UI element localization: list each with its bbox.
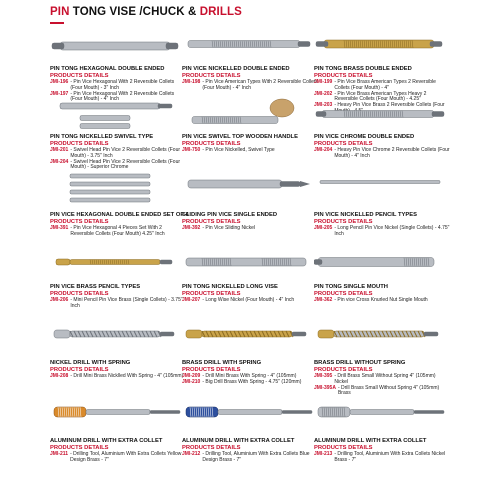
product-code: JMI-198 [182, 79, 201, 85]
product-code: JMI-204 [314, 147, 333, 153]
product-description: - Long Pencil Pin Vice Nickel (Single Collets) - 4.75" Inch [334, 225, 450, 237]
product-entry [50, 80, 186, 92]
products-details-label: PRODUCTS DETAILS [50, 73, 109, 79]
products-details-label: PRODUCTS DETAILS [314, 219, 373, 225]
products-details-label: PRODUCTS DETAILS [182, 141, 241, 147]
product-card [314, 318, 450, 397]
product-code: JMI-203 [314, 102, 333, 109]
product-image [50, 396, 186, 430]
product-description: - Pin Vice Brass American Types 2 Reversible Collets (Four Mouth) - 4" [334, 79, 436, 91]
product-description: - Pin Vice Hexagonal With 2 Reversible Collets (Four Mouth) - 3" Inch [70, 79, 175, 91]
product-title: PIN VICE NICKELLED PENCIL TYPES [314, 212, 417, 218]
product-entry [182, 298, 318, 304]
product-image [314, 396, 450, 430]
product-entry [182, 80, 318, 92]
product-description: - Mini Pencil Pin Vice Brass (Single Collets) - 3.75" Inch [70, 297, 183, 309]
product-title: ALUMINUM DRILL WITH EXTRA COLLET [314, 438, 427, 444]
product-entry [314, 452, 450, 464]
product-photo [50, 30, 186, 66]
product-card [50, 396, 186, 464]
product-title: NICKEL DRILL WITH SPRING [50, 360, 131, 366]
product-description: - Heavy Pin Vice Brass 2 Reversible Collets (Four [334, 102, 445, 109]
product-image [50, 170, 186, 204]
product-description: - Big Drill Brass With Spring - 4.75" (120mm) [202, 378, 302, 385]
product-card [314, 98, 450, 160]
product-image [182, 318, 318, 352]
product-card [314, 396, 450, 464]
product-title: SLIDING PIN VICE SINGLE ENDED [182, 212, 278, 218]
product-card [182, 98, 318, 154]
product-code: JMI-196 [50, 79, 69, 85]
product-card [314, 248, 450, 304]
product-code: JMI-211 [50, 451, 69, 457]
product-description: - Pin Vice American Types With 2 Reversible Collets (Four Mouth) - 4" Inch [202, 79, 318, 91]
product-entry [182, 452, 318, 464]
product-description: - Drill Brass Small Without Spring 4" (105mm) Nickel [334, 373, 436, 385]
product-title: PIN TONG NICKELLED LONG VISE [182, 284, 278, 290]
product-code: JMI-201 [50, 147, 69, 153]
product-description: - Pin Vice Hexagonal With 2 Reversible Collets (Four Mouth) - 4" Inch [70, 90, 175, 103]
product-description: - Pin Vice Nickelled, Swivel Type [202, 147, 275, 153]
product-image [182, 248, 318, 282]
product-title: PIN TONG BRASS DOUBLE ENDED [314, 66, 412, 72]
product-card [182, 30, 318, 92]
product-title: PIN VICE HEXAGONAL DOUBLE ENDED SET OF 4 [50, 212, 189, 218]
products-details-label: PRODUCTS DETAILS [182, 367, 241, 373]
product-photo [314, 30, 450, 66]
product-photo [314, 98, 450, 134]
product-code: JMI-205 [314, 225, 333, 231]
products-details-label: PRODUCTS DETAILS [182, 291, 241, 297]
product-image [314, 30, 450, 64]
product-title: PIN VICE SWIVEL TOP WOODEN HANDLE [182, 134, 298, 140]
product-card [182, 396, 318, 464]
product-entry [314, 226, 450, 238]
title-rest: TONG VISE /CHUCK [69, 6, 185, 18]
product-card [182, 248, 318, 304]
product-entry [50, 452, 186, 464]
product-code: JMI-209 [182, 373, 201, 379]
title-prefix: PIN [50, 6, 70, 18]
product-description: - Pin vice Cross Knurled Nut Single Mouth [334, 297, 428, 303]
product-card [50, 318, 186, 380]
product-image [314, 170, 450, 204]
product-photo [182, 396, 318, 438]
product-image [50, 248, 186, 282]
product-description: - Pin Vice Hexagonal 4 Pieces Set With 2 Reversible Collets (Four Mouth) 4.25" Inch [70, 225, 165, 237]
products-details-label: PRODUCTS DETAILS [314, 141, 373, 147]
product-description: - Pin Vice Brass American Types Heavy 2 Reversible Collets (Four Mouth) - 4.25" [334, 90, 427, 103]
product-card [182, 170, 318, 232]
product-code: JMI-362 [314, 297, 333, 303]
product-photo [314, 248, 450, 284]
product-title: ALUMINUM DRILL WITH EXTRA COLLET [50, 438, 163, 444]
product-description: - Long Wise Nickel (Four Mouth) - 4" Inch [202, 297, 295, 303]
product-photo [182, 98, 318, 134]
product-image [182, 170, 318, 204]
product-image [50, 30, 186, 64]
products-details-label: PRODUCTS DETAILS [50, 367, 109, 373]
product-title: PIN VICE CHROME DOUBLE ENDED [314, 134, 415, 140]
product-image [314, 318, 450, 352]
product-code: JMI-392 [182, 225, 201, 231]
product-description: - Pin Vice Sliding Nickel [202, 225, 256, 231]
product-code: JMI-207 [182, 297, 201, 303]
product-description: - Drill Brass Small Without Spring 4" (105mm) Brass [337, 384, 440, 397]
products-details-label: PRODUCTS DETAILS [182, 219, 241, 225]
product-description: - Drilling Tool, Aluminium With Extra Collets Blue Design Brass - 7" [202, 451, 310, 463]
product-image [314, 98, 450, 132]
product-photo [50, 170, 186, 212]
product-title: BRASS DRILL WITHOUT SPRING [314, 360, 406, 366]
product-entry [50, 148, 186, 160]
product-image [182, 30, 318, 64]
product-description: - Swivel Head Pin Vice 2 Reversible Collets (Four Mouth) - Superior Chrome [70, 158, 181, 171]
product-title: BRASS DRILL WITH SPRING [182, 360, 262, 366]
product-entry [314, 298, 450, 304]
title-amp: & [184, 6, 200, 18]
product-description: - Swivel Head Pin Vice 2 Reversible Collets (Four Mouth) - 3.75" Inch [70, 147, 181, 159]
product-code: JMI-206 [50, 297, 69, 303]
product-title: PIN VICE BRASS PENCIL TYPES [50, 284, 141, 290]
products-details-label: PRODUCTS DETAILS [182, 445, 241, 451]
product-photo [182, 30, 318, 66]
products-details-label: PRODUCTS DETAILS [50, 141, 109, 147]
product-photo [50, 396, 186, 438]
product-photo [314, 396, 450, 438]
product-photo [50, 98, 186, 134]
product-code: JMI-395A [314, 384, 336, 391]
product-entry [182, 380, 318, 386]
product-photo [182, 318, 318, 360]
products-details-label: PRODUCTS DETAILS [314, 445, 373, 451]
product-title: PIN TONG HEXAGONAL DOUBLE ENDED [50, 66, 165, 72]
products-details-label: PRODUCTS DETAILS [50, 219, 109, 225]
product-description: - Heavy Pin Vice Chrome 2 Reversible Collets (Four Mouth) - 4" Inch [334, 147, 450, 159]
products-details-label: PRODUCTS DETAILS [314, 73, 373, 79]
product-code: JMI-202 [314, 90, 333, 97]
product-description: - Drill Mini Brass Nicklled With Spring - 4" (105mm) [70, 373, 184, 379]
product-code: JMI-212 [182, 451, 201, 457]
title-underline [50, 22, 64, 24]
products-details-label: PRODUCTS DETAILS [50, 445, 109, 451]
product-image [182, 98, 318, 132]
product-photo [314, 318, 450, 360]
product-code: JMI-208 [50, 373, 69, 379]
products-details-label: PRODUCTS DETAILS [182, 73, 241, 79]
product-title: PIN TONG NICKELLED SWIVEL TYPE [50, 134, 154, 140]
product-card [50, 248, 186, 310]
product-code: JMI-199 [314, 79, 333, 85]
product-photo [182, 170, 318, 212]
product-code: JMI-204 [50, 158, 69, 165]
product-card [314, 170, 450, 238]
product-code: JMI-395 [314, 373, 333, 379]
product-image [182, 396, 318, 430]
title-end: DRILLS [199, 6, 242, 18]
product-entry [314, 80, 450, 92]
product-title: PIN TONG SINGLE MOUTH [314, 284, 388, 290]
product-title: ALUMINUM DRILL WITH EXTRA COLLET [182, 438, 295, 444]
product-title: PIN VICE NICKELLED DOUBLE ENDED [182, 66, 290, 72]
product-entry [314, 148, 450, 160]
page-title [50, 6, 242, 18]
products-details-label: PRODUCTS DETAILS [314, 367, 373, 373]
products-details-label: PRODUCTS DETAILS [314, 291, 373, 297]
product-code: JMI-213 [314, 451, 333, 457]
product-photo [50, 318, 186, 360]
product-code: JMI-391 [50, 225, 69, 231]
product-code: JMI-197 [50, 90, 69, 97]
product-entry [314, 374, 450, 386]
product-entry [50, 226, 186, 238]
product-entry [50, 374, 186, 380]
product-image [314, 248, 450, 282]
product-entry [50, 298, 186, 310]
product-card [50, 30, 186, 103]
product-image [50, 318, 186, 352]
product-description: - Drilling Tool, Aluminium With Extra Collets Yellow Design Brass - 7" [70, 451, 182, 463]
product-photo [314, 170, 450, 212]
product-card [50, 98, 186, 171]
product-entry [182, 226, 318, 232]
product-description: - Drilling Tool, Aluminium With Extra Collets Nickel Brass - 7" [334, 451, 446, 463]
product-code: JMI-210 [182, 378, 201, 385]
product-photo [50, 248, 186, 284]
product-card [50, 170, 189, 238]
product-image [50, 98, 186, 132]
product-description: - Drill Mini Brass With Spring - 4" (105mm) [202, 373, 297, 379]
product-card [182, 318, 318, 386]
products-details-label: PRODUCTS DETAILS [50, 291, 109, 297]
product-entry [182, 148, 318, 154]
product-code: JMI-750 [182, 147, 201, 153]
product-photo [182, 248, 318, 284]
